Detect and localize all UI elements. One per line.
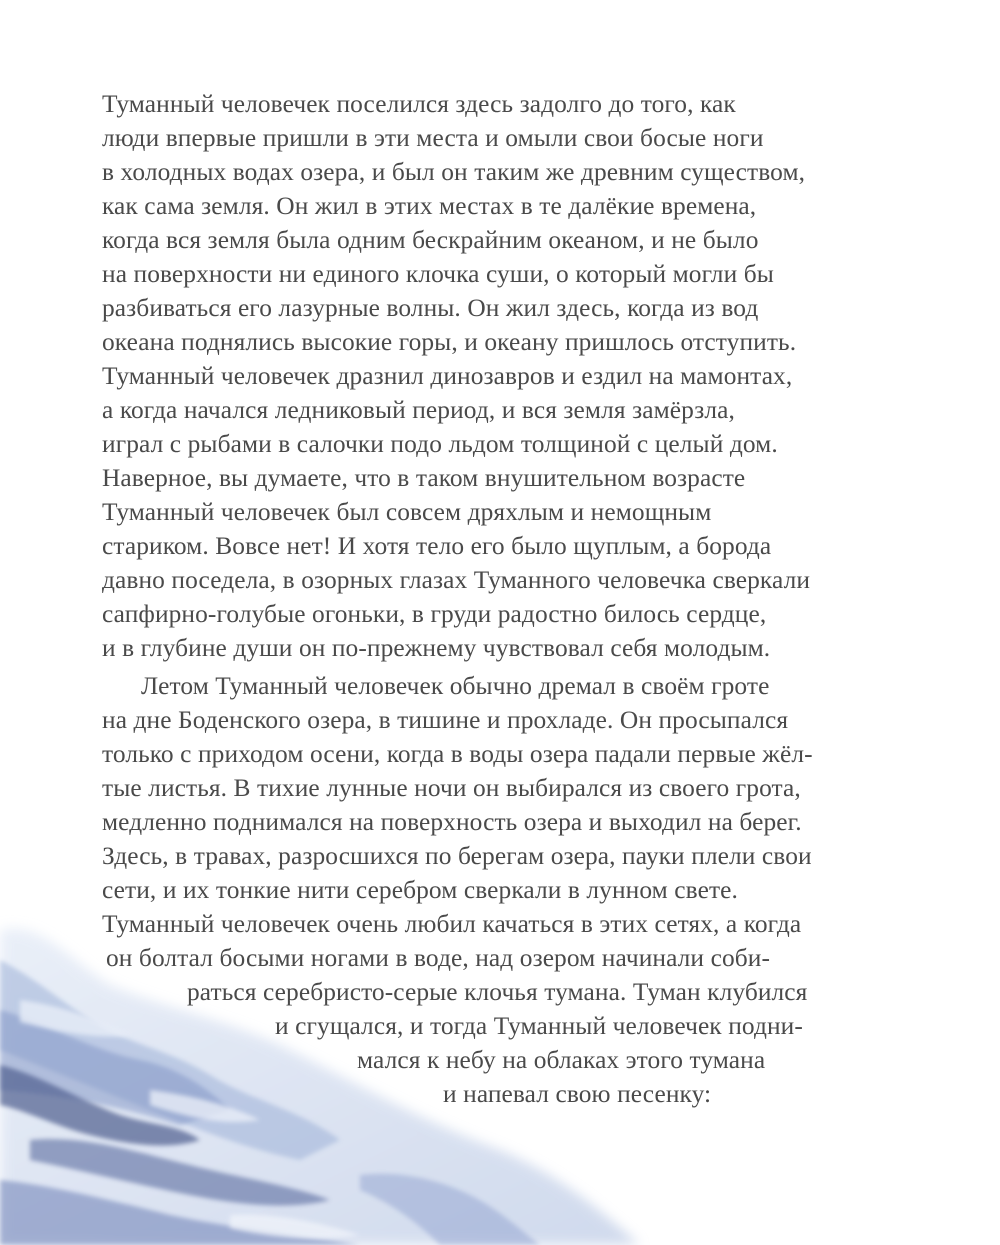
text-line: Туманный человечек был совсем дряхлым и немощным [102, 498, 712, 526]
text-line: Туманный человечек очень любил качаться в этих сетях, а когда [102, 910, 802, 938]
text-line: медленно поднимался на поверхность озера и выходил на берег. [102, 808, 802, 836]
text-line: сети, и их тонкие нити серебром сверкали в лунном свете. [102, 876, 738, 904]
text-line: Наверное, вы думаете, что в таком внушительном возрасте [102, 464, 746, 492]
text-line: и в глубине души он по-прежнему чувствовал себя молодым. [102, 634, 771, 662]
text-line: и напевал свою песенку: [443, 1080, 712, 1108]
text-line: океана поднялись высокие горы, и океану пришлось отступить. [102, 328, 797, 356]
text-line: Туманный человечек поселился здесь задолго до того, как [102, 90, 736, 118]
text-line: только с приходом осени, когда в воды озера падали первые жёл- [102, 740, 813, 768]
text-line: играл с рыбами в салочки подо льдом толщиной с целый дом. [102, 430, 778, 458]
text-line: когда вся земля была одним бескрайним океаном, и не было [102, 226, 759, 254]
text-line: Здесь, в травах, разросшихся по берегам озера, пауки плели свои [102, 842, 812, 870]
text-line: сапфирно-голубые огоньки, в груди радостно билось сердце, [102, 600, 767, 628]
text-line: а когда начался ледниковый период, и вся земля замёрзла, [102, 396, 735, 424]
text-line: разбиваться его лазурные волны. Он жил здесь, когда из вод [102, 294, 759, 322]
text-line: тые листья. В тихие лунные ночи он выбирался из своего грота, [102, 774, 801, 802]
text-line: Туманный человечек дразнил динозавров и ездил на мамонтах, [102, 362, 793, 390]
text-line: Летом Туманный человечек обычно дремал в своём гроте [141, 672, 770, 700]
text-line: он болтал босыми ногами в воде, над озером начинали соби- [106, 944, 770, 972]
text-line: мался к небу на облаках этого тумана [357, 1046, 766, 1074]
text-line: и сгущался, и тогда Туманный человечек подни- [275, 1012, 803, 1040]
text-line: давно поседела, в озорных глазах Туманного человечка сверкали [102, 566, 811, 594]
text-line: в холодных водах озера, и был он таким же древним существом, [102, 158, 806, 186]
text-line: стариком. Вовсе нет! И хотя тело его было щуплым, а борода [102, 532, 772, 560]
text-line: на дне Боденского озера, в тишине и прохладе. Он просыпался [102, 706, 789, 734]
text-line: раться серебристо-серые клочья тумана. Туман клубился [187, 978, 808, 1006]
text-line: на поверхности ни единого клочка суши, о который могли бы [102, 260, 774, 288]
text-line: люди впервые пришли в эти места и омыли свои босые ноги [102, 124, 764, 152]
text-line: как сама земля. Он жил в этих местах в те далёкие времена, [102, 192, 757, 220]
